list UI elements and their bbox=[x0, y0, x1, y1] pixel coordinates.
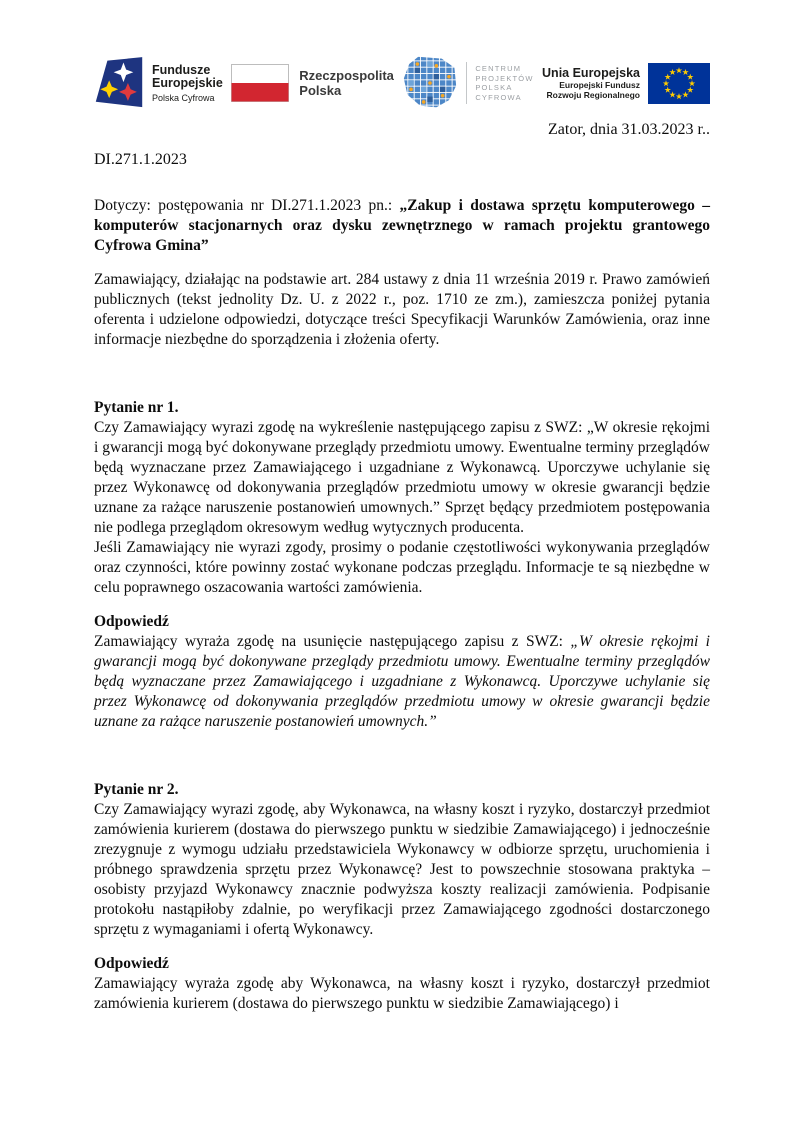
subject-label: Dotyczy: postępowania nr DI.271.1.2023 pn.: bbox=[94, 197, 400, 214]
answer-2-text: Zamawiający wyraża zgodę aby Wykonawca, na własny koszt i ryzyko, dostarczył przedmiot zamówienia kurierem (dostawa do pierwszego punktu w siedzibie Zamawiającego) i bbox=[94, 975, 710, 1012]
question-2-heading: Pytanie nr 2. bbox=[94, 781, 179, 798]
place-and-date: Zator, dnia 31.03.2023 r.. bbox=[548, 121, 710, 138]
answer-1-quoted-clause: „W okresie rękojmi i gwarancji mogą być dokonywane przeglądy przedmiotu umowy. Ewentualne terminy przeglądów będą wyznaczane przez Zamawiającego i uzgadniane z Wykonawcą. Uporczywe uchylanie się przez Wykonawcę od dokonywania przeglądów przedmiotu umowy w okresie gwarancji będzie uznane za rażące naruszenie postanowień umownych.” bbox=[94, 633, 710, 730]
polish-flag-icon bbox=[231, 64, 289, 102]
centrum-logo-line4: CYFROWA bbox=[475, 92, 522, 102]
centrum-logo-divider bbox=[466, 62, 467, 104]
rzeczpospolita-logo-line2: Polska bbox=[299, 83, 342, 98]
question-2-text: Czy Zamawiający wyrazi zgodę, aby Wykonawca, na własny koszt i ryzyko, dostarczył przedmiot zamówienia kurierem (dostawa do pierwszego punktu w siedzibie Zamawiającego) i jednocześnie zrezygnuje z wymogu udziału przedstawiciela Wykonawcy w odbiorze sprzętu, uruchomienia i próbnego sprawdzenia sprzętu przez Wykonawcę? Jest to powszechnie stosowana praktyka – osobisty przyjazd Wykonawcy znacznie podwyższa koszty realizacji zamówienia. Podpisanie protokołu nastąpiłoby zdalnie, po weryfikacji przez Zamawiającego zgodności dostarczonego sprzętu z wymaganiami i ofertą Wykonawcy. bbox=[94, 801, 710, 938]
case-reference-number: DI.271.1.2023 bbox=[94, 151, 187, 168]
logo-rzeczpospolita-polska bbox=[231, 64, 394, 102]
unia-logo-subtitle1: Europejski Fundusz bbox=[559, 80, 640, 90]
logo-fundusze-europejskie bbox=[94, 54, 223, 112]
logo-unia-europejska bbox=[542, 63, 710, 104]
centrum-logo-line3: POLSKA bbox=[475, 83, 513, 92]
question-1-heading: Pytanie nr 1. bbox=[94, 399, 179, 416]
subject-paragraph bbox=[94, 196, 710, 256]
unia-logo-subtitle2: Rozwoju Regionalnego bbox=[546, 90, 640, 100]
answer-1-text bbox=[94, 632, 710, 732]
answer-2-heading: Odpowiedź bbox=[94, 955, 169, 972]
fundusze-logo-title-line2: Europejskie bbox=[152, 76, 223, 90]
eu-flag-icon bbox=[648, 63, 710, 104]
question-1-text: Czy Zamawiający wyrazi zgodę na wykreślenie następującego zapisu z SWZ: „W okresie rękojmi i gwarancji mogą być dokonywane przeglądy przedmiotu umowy. Ewentualne terminy przeglądów będą wyznaczane przez Zamawiającego i uzgadniane z Wykonawcą. Uporczywe uchylanie się przez Wykonawcę od dokonywania przeglądów przedmiotu umowy w okresie gwarancji będzie uznane za rażące naruszenie postanowień umownych.” Sprzęt będący przedmiotem postępowania nie podlega przeglądom okresowym według wytycznych producenta. bbox=[94, 419, 710, 536]
question-1-text-continued: Jeśli Zamawiający nie wyrazi zgody, prosimy o podanie częstotliwości wykonywania przeglądów oraz czynności, które powinny zostać wykonane podczas przeglądu. Informacje te są niezbędne w celu poprawnego oszacowania wartości zamówienia. bbox=[94, 539, 710, 596]
fundusze-logo-title-line1: Fundusze bbox=[152, 62, 211, 77]
subject-procurement-title: „Zakup i dostawa sprzętu komputerowego – komputerów stacjonarnych oraz dysku zewnętrznego w ramach projektu grantowego Cyfrowa Gmina” bbox=[94, 197, 710, 254]
fundusze-europejskie-flag-icon bbox=[94, 54, 144, 112]
logo-strip bbox=[94, 50, 710, 116]
centrum-logo-line2: PROJEKTÓW bbox=[475, 73, 534, 83]
rzeczpospolita-logo-line1: Rzeczpospolita bbox=[299, 68, 394, 83]
answer-1-intro: Zamawiający wyraża zgodę na usunięcie następującego zapisu z SWZ: bbox=[94, 633, 571, 650]
logo-centrum-projektow bbox=[402, 55, 533, 111]
centrum-logo-line1: CENTRUM bbox=[475, 64, 522, 73]
unia-logo-title: Unia Europejska bbox=[542, 66, 640, 80]
fundusze-logo-subtitle: Polska Cyfrowa bbox=[152, 92, 215, 103]
answer-1-heading: Odpowiedź bbox=[94, 613, 169, 630]
poland-pixel-map-icon bbox=[402, 55, 458, 111]
intro-paragraph: Zamawiający, działając na podstawie art. 284 ustawy z dnia 11 września 2019 r. Prawo zamówień publicznych (tekst jednolity Dz. U. z 2022 r., poz. 1710 ze zm.), zamieszcza poniżej pytania oferenta i udzielone odpowiedzi, dotyczące treści Specyfikacji Warunków Zamówienia, oraz inne informacje niezbędne do sporządzenia i złożenia oferty. bbox=[94, 271, 710, 348]
